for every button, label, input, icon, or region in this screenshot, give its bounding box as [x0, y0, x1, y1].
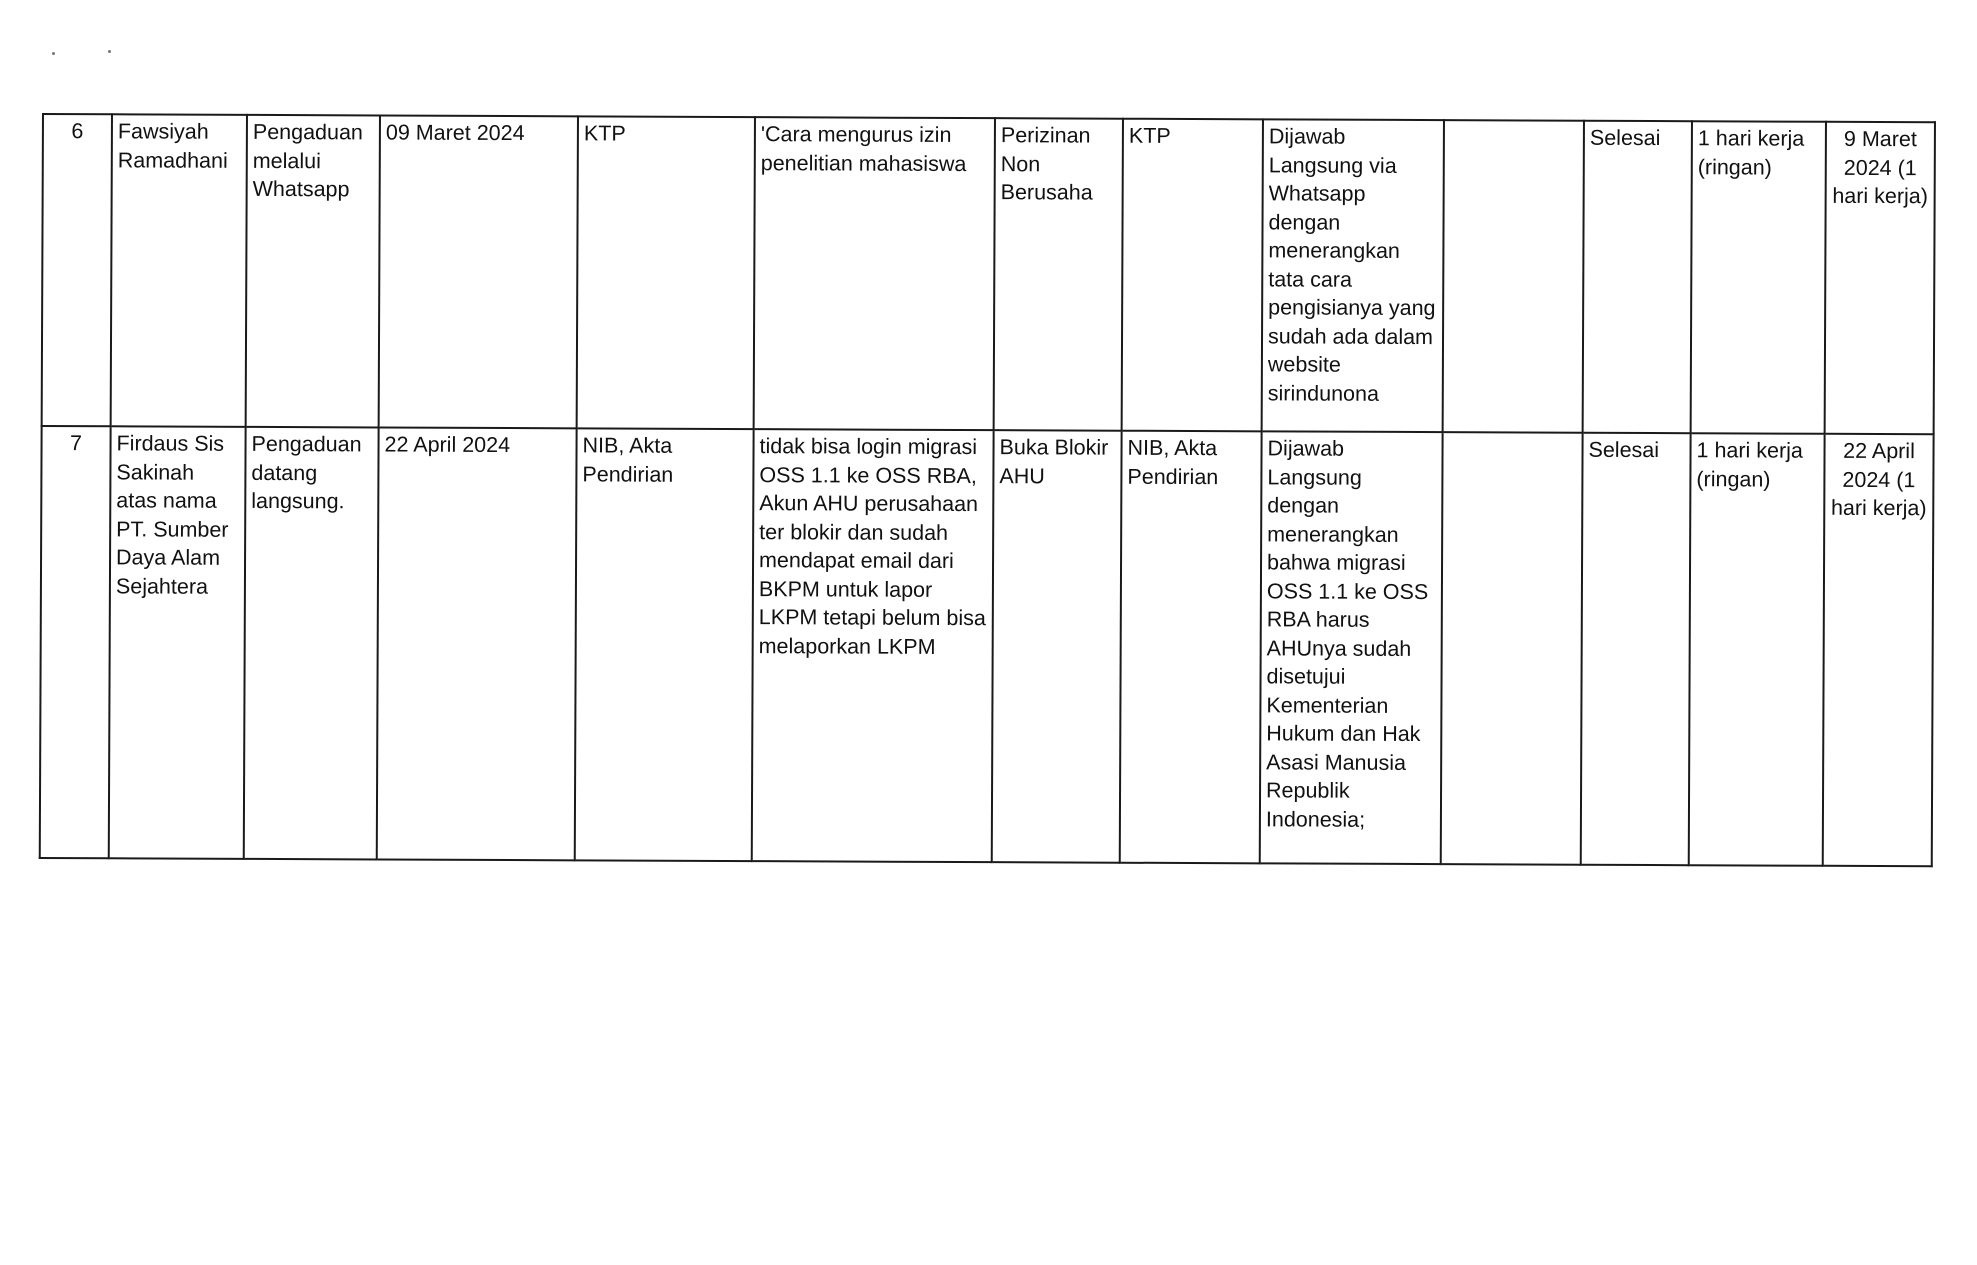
complaint-question: 'Cara mengurus izin penelitian mahasiswa — [754, 117, 995, 430]
supporting-document: KTP — [577, 116, 755, 429]
scan-artifact-dot — [52, 52, 55, 55]
status-cell: Selesai — [1581, 433, 1691, 865]
complaint-category: Buka Blokir AHU — [992, 430, 1122, 863]
complaint-channel: Pengaduan melalui Whatsapp — [246, 115, 380, 428]
duration-cell: 1 hari kerja (ringan) — [1691, 121, 1826, 434]
complaints-table — [39, 113, 1936, 867]
duration-cell: 1 hari kerja (ringan) — [1689, 433, 1825, 866]
complaint-response: Dijawab Langsung via Whatsapp dengan menerangkan tata cara pengisianya yang sudah ada dalam website sirindunona — [1262, 119, 1444, 432]
row-number: 6 — [42, 114, 112, 426]
complainant-name: Firdaus Sis Sakinah atas nama PT. Sumber Daya Alam Sejahtera — [109, 426, 246, 859]
complaint-category: Perizinan Non Berusaha — [994, 118, 1123, 431]
status-cell: Selesai — [1583, 121, 1692, 433]
table-row — [42, 114, 1935, 434]
complaint-question: tidak bisa login migrasi OSS 1.1 ke OSS RBA, Akun AHU perusahaan ter blokir dan sudah mendapat email dari BKPM untuk lapor LKPM tetapi belum bisa melaporkan LKPM — [752, 429, 994, 862]
complaint-response: Dijawab Langsung dengan menerangkan bahwa migrasi OSS 1.1 ke OSS RBA harus AHUnya sudah disetujui Kementerian Hukum dan Hak Asasi Manusia Republik Indonesia; — [1260, 431, 1443, 864]
required-document: NIB, Akta Pendirian — [1120, 431, 1262, 864]
row-number: 7 — [40, 426, 111, 858]
complaint-date: 22 April 2024 — [377, 427, 577, 860]
supporting-document: NIB, Akta Pendirian — [575, 428, 754, 861]
complaint-channel: Pengaduan datang langsung. — [244, 427, 379, 860]
completion-cell: 22 April 2024 (1 hari kerja) — [1823, 434, 1934, 866]
completion-cell: 9 Maret 2024 (1 hari kerja) — [1825, 122, 1935, 434]
required-document: KTP — [1122, 119, 1263, 432]
complaint-date: 09 Maret 2024 — [379, 115, 578, 428]
empty-cell — [1441, 432, 1583, 865]
table-row — [40, 426, 1934, 866]
complainant-name: Fawsiyah Ramadhani — [111, 114, 247, 427]
scan-artifact-dot — [108, 50, 111, 53]
empty-cell — [1443, 120, 1584, 433]
